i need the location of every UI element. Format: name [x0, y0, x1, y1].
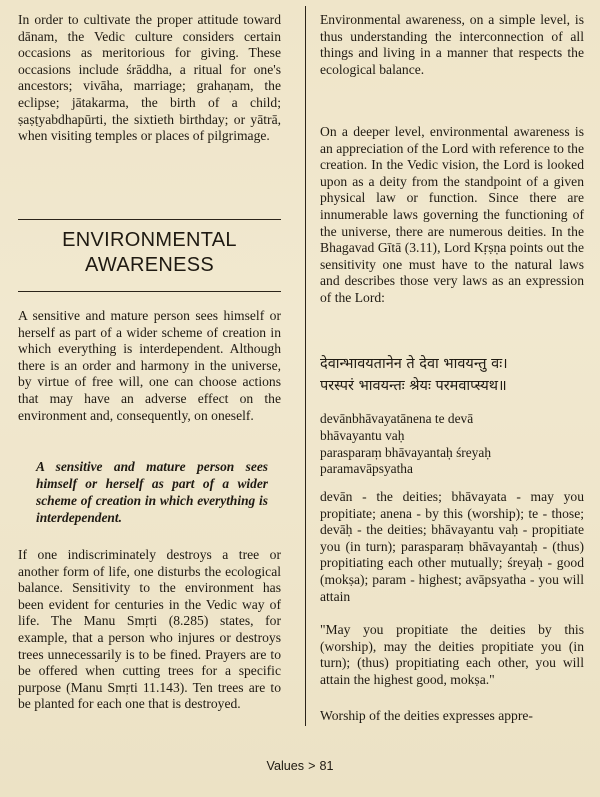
page-footer [0, 759, 600, 773]
transliteration-line: parasparaṃ bhāvayantaḥ śreyaḥ [320, 444, 492, 460]
column-divider [305, 6, 306, 726]
sanskrit-verse-line-2: परस्परं भावयन्तः श्रेयः परमवाप्स्यथ॥ [320, 378, 507, 394]
ecology-paragraph: If one indiscriminately destroys a tree or another form of life, one disturbs the ecological balance. Sensitivity to the environment has been evident for centuries in the Vedic way of life. The Manu Smṛti (8.285) states, for example, that a person who injures or destroys trees unnecessarily is to be fined. Prayers are to be offered when cutting trees for a specific purpose (Manu Smṛti 11.143). Ten trees are to be planted for each one that is destroyed. [18, 547, 281, 712]
deeper-level-paragraph: On a deeper level, environmental awareness is an appreciation of the Lord with reference to the creation. In the Vedic vision, the Lord is looked upon as a deity from the standpoint of a given physical law or function. Since there are innumerable laws governing the functioning of the universe, there are numerous deities. In the Bhagavad Gītā (3.11), Lord Kṛṣṇa points out the sensitivity one must have to the natural laws and describes those very laws as an expression of the Lord: [320, 124, 584, 305]
simple-level-paragraph: Environmental awareness, on a simple level, is thus understanding the interconnection of all things and living in a manner that respects the ecological balance. [320, 12, 584, 77]
page-number: 81 [319, 759, 334, 773]
section-heading [18, 228, 281, 278]
sanskrit-verse-line-1: देवान्भावयतानेन ते देवा भावयन्तु वः। [320, 356, 508, 372]
section-heading-line-2: AWARENESS [84, 254, 215, 276]
verse-translation: "May you propitiate the deities by this (worship), may the deities propitiate you (in turn); (thus) propitiating each other, you will attain the highest good, mokṣa." [320, 622, 584, 687]
intro-paragraph: In order to cultivate the proper attitude toward dānam, the Vedic culture considers certain occasions as meritorious for giving. These occasions include śrāddha, a ritual for one's ancestors; vivāha, marriage; grahaṇam, the eclipse; jātakarma, the birth of a child; ṣaṣṭyabdhapūrti, the sixtieth birthday; or yātrā, when visiting temples or places of pilgrimage. [18, 12, 281, 144]
footer-separator: > [308, 759, 316, 773]
continuation-paragraph: Worship of the deities expresses appre- [320, 708, 533, 723]
pull-quote: A sensitive and mature person sees himself or herself as part of a wider scheme of creation in which everything is interdependent. [36, 459, 268, 525]
transliteration [320, 411, 584, 478]
heading-rule-top [18, 219, 281, 220]
transliteration-line: paramavāpsyatha [320, 461, 413, 477]
heading-rule-bottom [18, 291, 281, 292]
section-heading-line-1: ENVIRONMENTAL [62, 229, 237, 251]
transliteration-line: devānbhāvayatānena te devā [320, 411, 474, 426]
awareness-paragraph: A sensitive and mature person sees himself or herself as part of a wider scheme of creation in which everything is interdependent. Although there is an order and harmony in the universe, by virtue of free will, one can choose actions that may have an adverse effect on the environment and, consequently, on oneself. [18, 308, 281, 423]
word-glossary: devān - the deities; bhāvayata - may you propitiate; anena - by this (worship); te - those; devāḥ - the deities; bhāvayantu vaḥ - propitiate you (in turn); parasparaṃ bhāvayantaḥ - (thus) propitiating each other mutually; śreyaḥ - good (mokṣa); param - highest; avāpsyatha - you will attain [320, 489, 584, 604]
footer-section: Values [266, 759, 305, 773]
transliteration-line: bhāvayantu vaḥ [320, 427, 405, 443]
